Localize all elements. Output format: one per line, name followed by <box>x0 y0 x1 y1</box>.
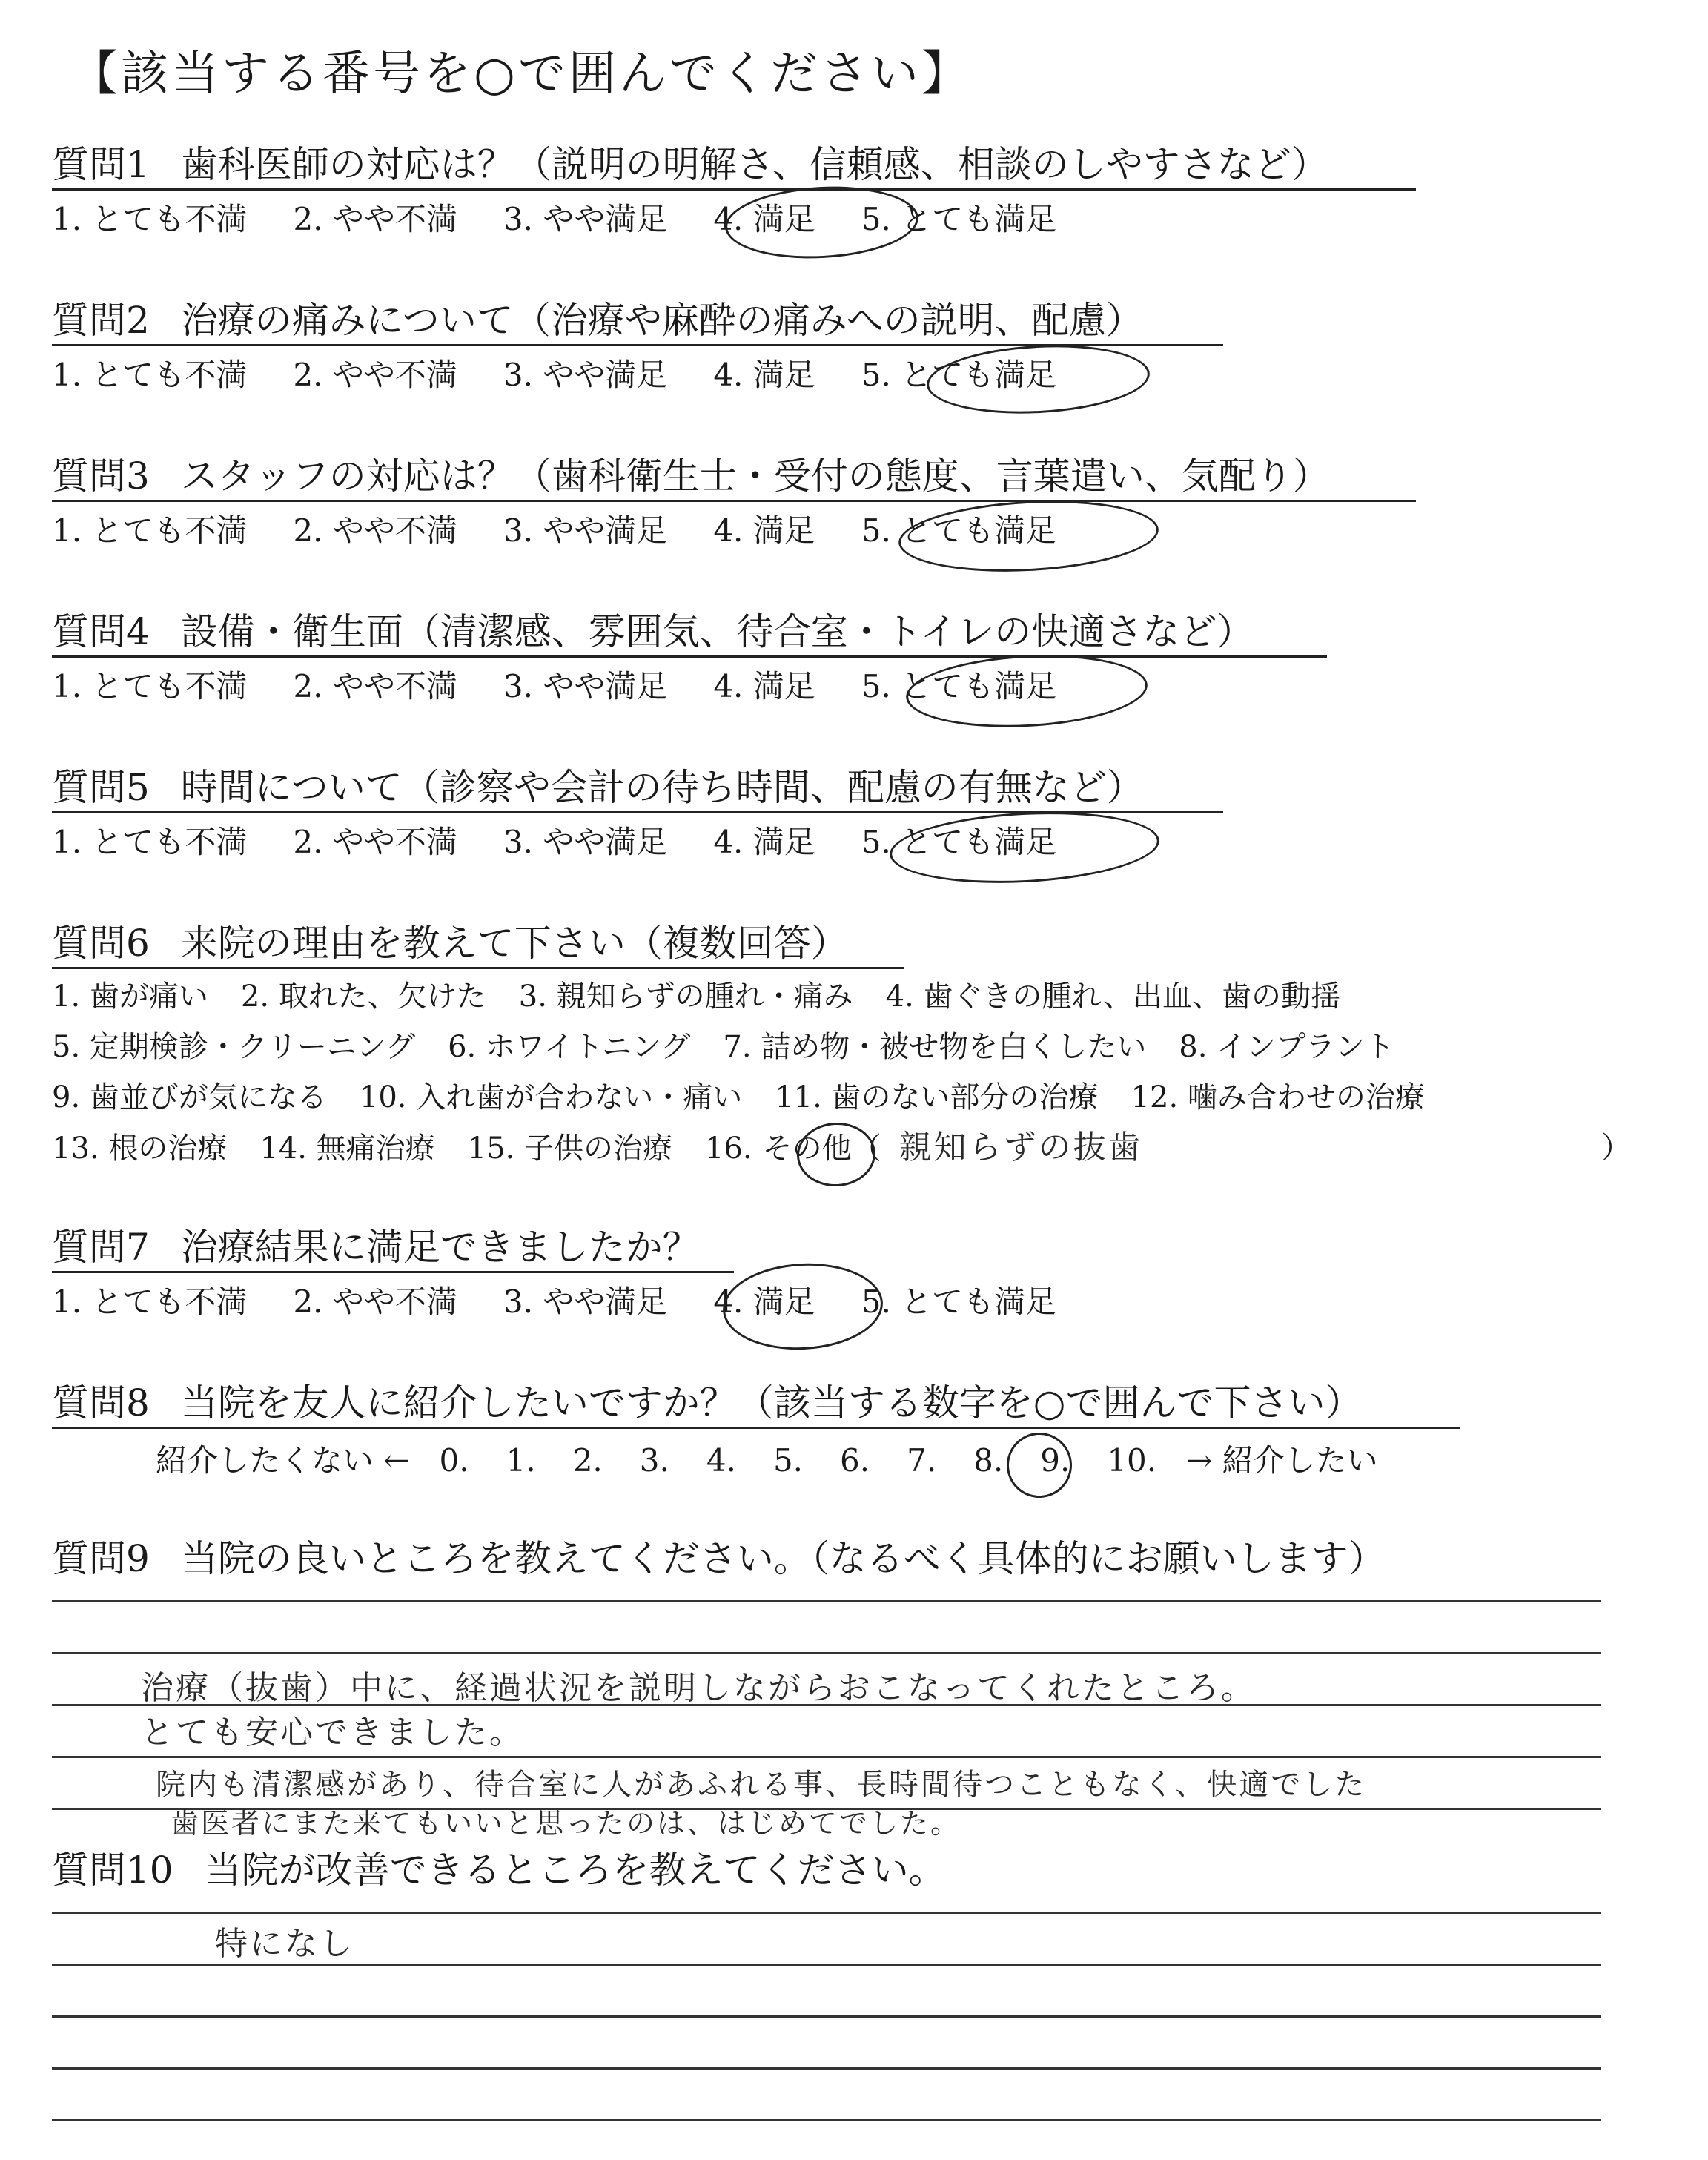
q3-text: スタッフの対応は？（歯科衛生士・受付の態度、言葉遣い、気配り） <box>180 455 1330 498</box>
q6-row-3[interactable] <box>52 1077 1457 1118</box>
question-6 <box>52 919 879 967</box>
q8-left-label: 紹介したくない ← <box>156 1442 410 1479</box>
q6-underline <box>52 967 904 969</box>
q5-option-5[interactable]: 5. とても満足 <box>861 824 1057 860</box>
q2-option-3[interactable]: 3. やや満足 <box>503 357 668 393</box>
q6-option-4[interactable]: 4. 歯ぐきの腫れ、出血、歯の動揺 <box>885 980 1340 1014</box>
q6-option-11[interactable]: 11. 歯のない部分の治療 <box>775 1080 1099 1114</box>
q6-option-6[interactable]: 6. ホワイトニング <box>448 1030 691 1064</box>
question-9 <box>52 1535 1417 1582</box>
q5-text: 時間について（診察や会計の待ち時間、配慮の有無など） <box>180 766 1144 809</box>
q7-option-3[interactable]: 3. やや満足 <box>503 1284 668 1320</box>
q8-scale-0[interactable]: 0. <box>439 1442 469 1479</box>
q7-options[interactable] <box>52 1281 1056 1323</box>
question-10 <box>52 1846 977 1894</box>
q8-scale-6[interactable]: 6. <box>840 1442 870 1479</box>
q7-selection-circle <box>721 1259 885 1353</box>
q2-label: 質問2 <box>52 299 150 342</box>
q5-selection-circle <box>888 806 1161 890</box>
q10-answer-line-1 <box>52 1912 1601 1914</box>
q6-label: 質問6 <box>52 922 150 965</box>
q4-option-1[interactable]: 1. とても不満 <box>52 668 248 704</box>
q8-right-label: → 紹介したい <box>1186 1442 1378 1479</box>
q10-answer-line-4 <box>52 2067 1601 2070</box>
q7-option-2[interactable]: 2. やや不満 <box>293 1284 457 1320</box>
q1-option-5[interactable]: 5. とても満足 <box>861 201 1057 237</box>
q7-option-1[interactable]: 1. とても不満 <box>52 1284 248 1320</box>
q6-option-3[interactable]: 3. 親知らずの腫れ・痛み <box>518 980 853 1014</box>
q9-answer-line-text-4[interactable]: 歯医者にまた来てもいいと思ったのは、はじめてでした。 <box>171 1807 961 1840</box>
q10-answer-line-5 <box>52 2119 1601 2121</box>
q6-option-1[interactable]: 1. 歯が痛い <box>52 980 208 1014</box>
question-8 <box>52 1379 1393 1427</box>
q4-option-4[interactable]: 4. 満足 <box>713 668 815 704</box>
q8-scale-10[interactable]: 10. <box>1107 1442 1157 1479</box>
q2-text: 治療の痛みについて（治療や麻酔の痛みへの説明、配慮） <box>180 299 1143 342</box>
q8-label: 質問8 <box>52 1381 150 1424</box>
q4-options[interactable] <box>52 666 1056 707</box>
q6-text: 来院の理由を教えて下さい（複数回答） <box>180 922 848 965</box>
q5-option-4[interactable]: 4. 満足 <box>713 824 815 860</box>
q6-option-10[interactable]: 10. 入れ歯が合わない・痛い <box>359 1080 743 1114</box>
q3-option-1[interactable]: 1. とても不満 <box>52 512 248 549</box>
q6-option-15[interactable]: 15. 子供の治療 <box>467 1132 672 1166</box>
q9-text: 当院の良いところを教えてください。（なるべく具体的にお願いします） <box>180 1537 1386 1580</box>
q8-scale-8[interactable]: 8. <box>973 1442 1004 1479</box>
q6-option-7[interactable]: 7. 詰め物・被せ物を白くしたい <box>723 1030 1147 1064</box>
q2-options[interactable] <box>52 354 1056 396</box>
q3-option-2[interactable]: 2. やや不満 <box>293 512 457 549</box>
q1-option-4[interactable]: 4. 満足 <box>713 201 815 237</box>
question-5 <box>52 764 1175 811</box>
question-4 <box>52 608 1285 655</box>
q6-row-1[interactable] <box>52 976 1373 1017</box>
q7-label: 質問7 <box>52 1226 150 1269</box>
q4-option-3[interactable]: 3. やや満足 <box>503 668 668 704</box>
q1-label: 質問1 <box>52 143 150 186</box>
q5-option-1[interactable]: 1. とても不満 <box>52 824 248 860</box>
q8-text: 当院を友人に紹介したいですか？（該当する数字を○で囲んで下さい） <box>180 1381 1363 1424</box>
q6-other-answer[interactable]: 親知らずの抜歯 <box>898 1129 1143 1166</box>
page-title: 【該当する番号を○で囲んでください】 <box>70 47 972 102</box>
q9-answer-line-text-2[interactable]: とても安心できました。 <box>141 1714 524 1751</box>
q3-underline <box>52 500 1416 502</box>
q4-option-2[interactable]: 2. やや不満 <box>293 668 457 704</box>
q3-label: 質問3 <box>52 455 150 498</box>
q2-option-4[interactable]: 4. 満足 <box>713 357 815 393</box>
q4-selection-circle <box>904 650 1150 733</box>
question-3 <box>52 452 1361 500</box>
q1-option-2[interactable]: 2. やや不満 <box>293 201 457 237</box>
q6-other-close: ） <box>1601 1131 1631 1165</box>
q9-answer-line-1 <box>52 1600 1601 1602</box>
q8-scale-4[interactable]: 4. <box>706 1442 736 1479</box>
question-2 <box>52 297 1174 344</box>
q6-option-12[interactable]: 12. 噛み合わせの治療 <box>1131 1080 1425 1114</box>
q6-option-9[interactable]: 9. 歯並びが気になる <box>52 1080 327 1114</box>
q8-scale-5[interactable]: 5. <box>772 1442 804 1479</box>
q9-answer-line-text-1[interactable]: 治療（抜歯）中に、経過状況を説明しながらおこなってくれたところ。 <box>141 1669 1256 1707</box>
q3-option-5[interactable]: 5. とても満足 <box>861 512 1057 549</box>
q6-option-16[interactable]: 16. <box>704 1132 752 1166</box>
q6-row-2[interactable] <box>52 1026 1427 1068</box>
q8-scale-1[interactable]: 1. <box>506 1442 536 1479</box>
q2-selection-circle <box>925 340 1151 419</box>
q1-underline <box>52 188 1416 191</box>
q9-answer-line-text-3[interactable]: 院内も清潔感があり、待合室に人があふれる事、長時間待つこともなく、快適でした <box>156 1768 1367 1802</box>
q6-other-label: その他（ <box>762 1132 881 1166</box>
q10-answer-line-3 <box>52 2015 1601 2018</box>
q8-underline <box>52 1427 1460 1429</box>
q10-label: 質問10 <box>52 1849 173 1892</box>
q8-scale-7[interactable]: 7. <box>907 1442 937 1479</box>
q6-option-8[interactable]: 8. インプラント <box>1179 1030 1395 1064</box>
q8-scale[interactable] <box>156 1440 1378 1482</box>
q3-selection-circle <box>897 495 1160 578</box>
q3-option-3[interactable]: 3. やや満足 <box>503 512 668 549</box>
q1-option-1[interactable]: 1. とても不満 <box>52 201 248 237</box>
q7-option-5[interactable]: 5. とても満足 <box>861 1284 1057 1320</box>
q4-label: 質問4 <box>52 610 150 653</box>
q5-option-3[interactable]: 3. やや満足 <box>503 824 668 860</box>
q4-text: 設備・衛生面（清潔感、雰囲気、待合室・トイレの快適さなど） <box>180 610 1254 653</box>
q4-underline <box>52 655 1327 658</box>
q10-answer-text[interactable]: 特になし <box>215 1925 354 1963</box>
q6-option-5[interactable]: 5. 定期検診・クリーニング <box>52 1030 416 1064</box>
q3-option-4[interactable]: 4. 満足 <box>713 512 815 549</box>
q9-answer-line-4 <box>52 1756 1601 1758</box>
q5-option-2[interactable]: 2. やや不満 <box>293 824 457 860</box>
q7-text: 治療結果に満足できましたか？ <box>180 1226 700 1269</box>
q1-selection-circle <box>724 182 921 263</box>
q2-option-1[interactable]: 1. とても不満 <box>52 357 248 393</box>
q5-label: 質問5 <box>52 766 150 809</box>
q7-option-4[interactable]: 4. 満足 <box>713 1284 815 1320</box>
q7-underline <box>52 1271 734 1273</box>
question-1 <box>52 141 1360 188</box>
q1-text: 歯科医師の対応は？（説明の明解さ、信頼感、相談のしやすさなど） <box>180 143 1328 186</box>
q4-option-5[interactable]: 5. とても満足 <box>861 668 1057 704</box>
q8-scale-9[interactable]: 9. <box>1040 1442 1070 1479</box>
q2-option-5[interactable]: 5. とても満足 <box>861 357 1057 393</box>
q6-option-13[interactable]: 13. 根の治療 <box>52 1132 228 1166</box>
q8-scale-2[interactable]: 2. <box>572 1442 603 1479</box>
q8-scale-3[interactable]: 3. <box>639 1442 669 1479</box>
q6-option-14[interactable]: 14. 無痛治療 <box>259 1132 435 1166</box>
q9-label: 質問9 <box>52 1537 150 1580</box>
q2-option-2[interactable]: 2. やや不満 <box>293 357 457 393</box>
q6-option-2[interactable]: 2. 取れた、欠けた <box>240 980 486 1014</box>
q9-answer-line-2 <box>52 1652 1601 1654</box>
q1-option-3[interactable]: 3. やや満足 <box>503 201 668 237</box>
question-7 <box>52 1223 731 1271</box>
q10-text: 当院が改善できるところを教えてください。 <box>204 1849 946 1892</box>
